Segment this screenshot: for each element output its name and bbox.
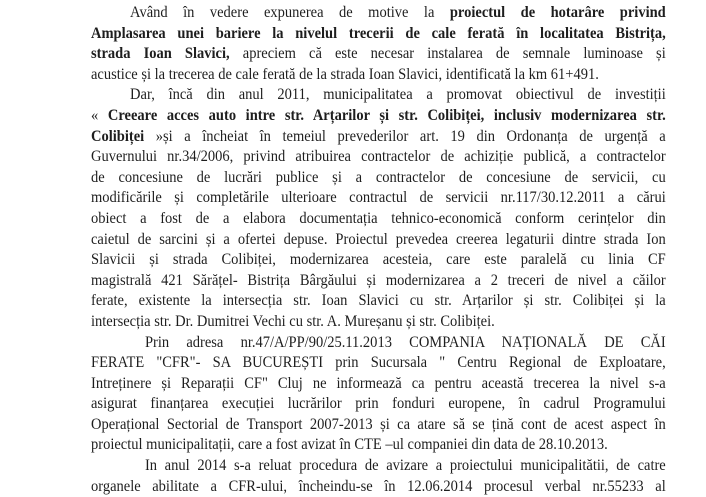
text-run: intersecția str. Dr. Dumitrei Vechi cu str. A. Mureșanu și str. Colibiței. bbox=[91, 312, 495, 330]
text-line bbox=[91, 127, 666, 148]
text-line bbox=[91, 291, 666, 312]
text-run: Guvernului nr.34/2006, privind atribuirea contractelor de achiziție publică, a contractelor bbox=[91, 148, 666, 166]
text-line bbox=[91, 85, 666, 106]
text-line bbox=[91, 188, 666, 209]
text-line bbox=[91, 230, 666, 251]
text-run: asigurat finanțarea execuției lucrărilor prin fonduri europene, în cadrul Programului bbox=[91, 395, 666, 413]
text-run: modificările și completările ulterioare contractul de servicii nr.117/30.12.2011 a cărui bbox=[91, 189, 666, 207]
text-run: In anul 2014 s-a reluat procedura de avizare a proiectului municipalitătii, de catre bbox=[144, 457, 666, 475]
text-run: ferate, existente la intersecția str. Ioan Slavici cu str. Arțarilor și str. Colibiței și la bbox=[91, 292, 666, 310]
text-run: Având în vedere expunerea de motive la bbox=[130, 4, 450, 21]
bold-text: proiectul de hotarâre privind bbox=[449, 4, 666, 21]
bold-text: strada Ioan Slavici, bbox=[91, 45, 230, 63]
text-line bbox=[91, 168, 666, 189]
text-run: »și a încheiat în temeiul prevederilor art. 19 din Ordonanța de urgență a bbox=[144, 127, 666, 145]
text-line bbox=[91, 353, 666, 374]
text-run: obiect a fost de a elabora documentația tehnico-economică conform cerințelor din bbox=[91, 209, 666, 227]
bold-text: Amplasarea unei bariere la nivelul trecerii de cale ferată în localitatea Bistrița, bbox=[91, 24, 666, 42]
text-line bbox=[91, 435, 666, 456]
text-line bbox=[91, 271, 666, 292]
text-line bbox=[91, 106, 666, 127]
text-run: acustice și la trecerea de cale ferată de la strada Ioan Slavici, identificată la km 61+491. bbox=[91, 65, 599, 83]
text-run: apreciem că este necesar instalarea de semnale luminoase și bbox=[229, 45, 666, 63]
text-run: caietul de sarcini și a ofertei depuse. Proiectul prevedea creerea legaturii dintre strada Ion bbox=[91, 230, 666, 248]
text-line bbox=[91, 456, 666, 477]
text-line bbox=[91, 477, 666, 497]
text-line bbox=[91, 24, 666, 45]
text-line bbox=[91, 44, 666, 65]
text-run: de concesiune de lucrări publice și a contractelor de concesiune de servicii, cu bbox=[91, 168, 666, 186]
text-line bbox=[91, 333, 666, 354]
text-line bbox=[91, 209, 666, 230]
text-run: magistrală 421 Sărățel- Bistrița Bârgăului și modernizarea a 2 treceri de nivel a căilor bbox=[91, 271, 666, 289]
text-line bbox=[91, 312, 666, 333]
text-run: Slavicii și strada Colibiței, modernizarea acesteia, care este paralelă cu linia CF bbox=[91, 251, 666, 269]
text-line bbox=[91, 250, 666, 271]
text-run: organele abilitate a CFR-ului, încheindu-se în 12.06.2014 procesul verbal nr.55233 al bbox=[91, 477, 666, 495]
text-run: FERATE "CFR"- SA BUCUREȘTI prin Sucursala " Centru Regional de Exploatare, bbox=[91, 354, 666, 372]
text-run: Dar, încă din anul 2011, municipalitatea a promovat obiectivul de investiții bbox=[130, 86, 666, 104]
text-line bbox=[91, 3, 666, 24]
text-run: Prin adresa nr.47/A/PP/90/25.11.2013 COMPANIA NAȚIONALĂ DE CĂI bbox=[144, 333, 666, 351]
text-run: « bbox=[91, 106, 108, 124]
text-run: Operațional Sectorial de Transport 2007-2013 și ca atare să se țină cont de acest aspect în bbox=[91, 415, 666, 433]
text-line bbox=[91, 374, 666, 395]
text-run: Intreținere și Reparații CF" Cluj ne informează ca pentru această trecerea la nivel s-a bbox=[91, 374, 666, 392]
bold-text: Colibiței bbox=[91, 127, 145, 145]
text-line bbox=[91, 394, 666, 415]
text-line bbox=[91, 147, 666, 168]
text-run: proiectul municipalitații, care a fost avizat în CTE –ul companiei din data de 28.10.2013. bbox=[91, 436, 608, 454]
document-page bbox=[91, 3, 666, 497]
text-line bbox=[91, 65, 666, 86]
text-line bbox=[91, 415, 666, 436]
bold-text: Creeare acces auto intre str. Arțarilor și str. Colibiței, inclusiv modernizarea str. bbox=[107, 106, 666, 124]
